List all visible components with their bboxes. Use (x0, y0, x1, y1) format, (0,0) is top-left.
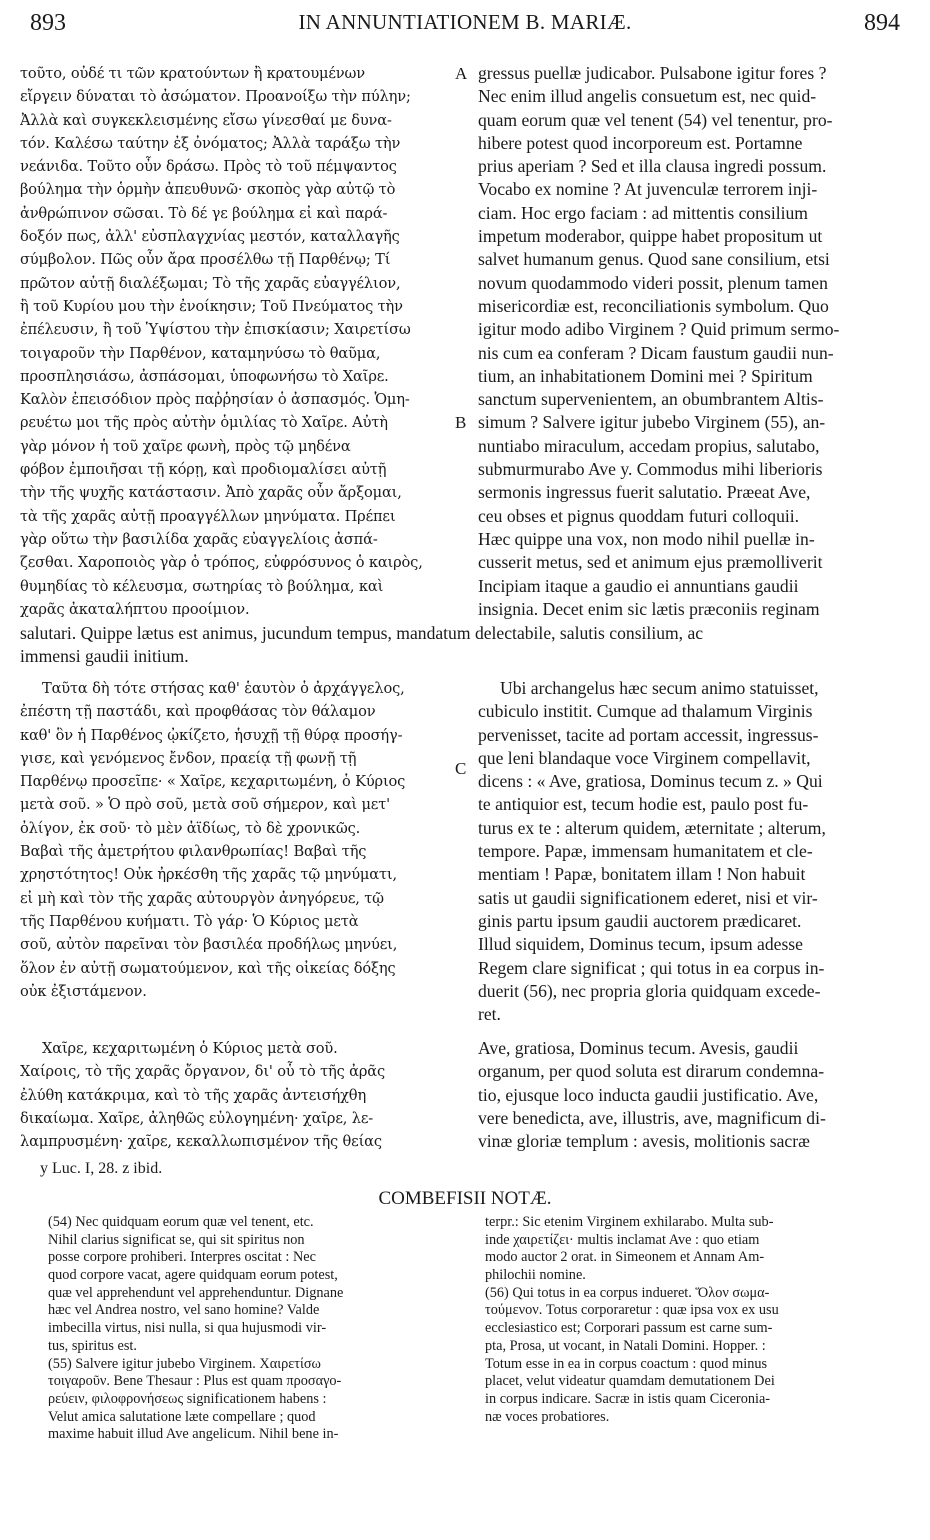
greek-text-line: εἴργειν δύναται τὸ ἀσώματον. Προανοίξω τὴν πύλην; (20, 88, 411, 106)
note-text-line: quod corpore vacat, agere quidquam eorum potest, (48, 1267, 338, 1284)
greek-text-line: Ταῦτα δὴ τότε στήσας καθ' ἑαυτὸν ὁ ἀρχάγγελος, (42, 680, 405, 697)
note-text-line: pta, Prosa, ut vocant, in Natali Domini. Hopper. : (485, 1337, 766, 1354)
latin-text-line: tempore. Papæ, immensam humanitatem et cle- (478, 841, 813, 862)
greek-text-line: τὰ τῆς χαρᾶς αὐτῇ προαγγέλλων μηνύματα. Πρέπει (20, 507, 396, 525)
note-text-line: imbecilla virtus, nisi nulla, si qua hujusmodi vir- (48, 1320, 327, 1337)
latin-text-line: Nec enim illud angelis consuetum est, nec quid- (478, 86, 817, 107)
latin-text-line: sermonis ingressus fuerit salutatio. Præeat Ave, (478, 482, 811, 503)
latin-text-line: gressus puellæ judicabor. Pulsabone igitur fores ? (478, 63, 827, 83)
greek-text-line: τῆς Παρθένου κυήματι. Τὸ γάρ· Ὁ Κύριος μετὰ (20, 912, 359, 930)
note-text-line: τούμενον. Totus corporaretur : quæ ipsa vox ex usu (485, 1302, 779, 1319)
latin-text-line: satis ut gaudii significationem ederet, nisi et vir- (478, 887, 818, 908)
greek-text-line: ἐλύθη κατάκριμα, καὶ τὸ τῆς χαρᾶς ἀντεισήχθη (20, 1086, 367, 1104)
greek-text-line: Χαῖρε, κεχαριτωμένη ὁ Κύριος μετὰ σοῦ. (42, 1040, 338, 1057)
latin-text-line: cusserit metus, sed et animum ejus præmolliverit (478, 552, 823, 573)
note-text-line: ecclesiastico est; Corporari passum est carne sum- (485, 1320, 773, 1337)
notes-title: COMBEFISII NOTÆ. (378, 1188, 552, 1209)
latin-text-line: nuntiabo miraculum, accedam propius, salutabo, (478, 435, 820, 456)
scripture-footnote: y Luc. I, 28. z ibid. (40, 1160, 163, 1177)
latin-text-line: Illud siquidem, Dominus tecum, ipsum adesse (478, 934, 803, 955)
greek-text-line: Καλὸν ἐπεισόδιον πρὸς παῤῥησίαν ὁ ἀσπασμός. Ὁμη- (20, 391, 410, 409)
note-text-line: (54) Nec quidquam eorum quæ vel tenent, etc. (48, 1214, 314, 1230)
greek-text-line: θυμηδίας τὸ κέλευσμα, σωτηρίας τὸ βούλημα, καὶ (20, 577, 384, 595)
page-number-left: 893 (30, 10, 66, 36)
column-marker-c: C (455, 759, 467, 778)
greek-text-line: μετὰ σοῦ. » Ὁ πρὸ σοῦ, μετὰ σοῦ σήμερον, καὶ μετ' (20, 796, 391, 814)
latin-text-line: Ubi archangelus hæc secum animo statuisset, (500, 678, 819, 698)
greek-text-line: σοῦ, αὐτὸν παρεῖναι τὸν βασιλέα προδήλως μηνύει, (20, 936, 398, 954)
latin-text-line: prius aperiam ? Sed et illa clausa ingredi possum. (478, 156, 827, 177)
greek-text-line: Παρθένῳ προσεῖπε· « Χαῖρε, κεχαριτωμένη, ὁ Κύριος (20, 773, 406, 791)
latin-text-line: impetum moderabor, quippe habet propositum ut (478, 226, 823, 247)
greek-text-line: ἐπέστη τῇ παστάδι, καὶ προφθάσας τὸν θάλαμον (20, 703, 376, 721)
greek-text-line: λαμπρυσμένη· χαῖρε, κεκαλλωπισμένον τῆς θείας (20, 1133, 382, 1151)
latin-text-line: duerit (56), nec propria gloria quidquam excede- (478, 980, 821, 1001)
greek-text-line: νεάνιδα. Τοῦτο οὖν δράσω. Πρὸς τὸ τοῦ πέμψαντος (20, 158, 397, 176)
note-text-line: Totum esse in ea in corpus coactum : quod minus (485, 1355, 768, 1372)
note-text-line: (56) Qui totus in ea corpus indueret. Ὅλον σωμα- (485, 1284, 770, 1301)
greek-text-line: χαρᾶς ἀκαταλήπτου προοίμιον. (20, 600, 250, 618)
latin-text-line: turus ex te : alterum quidem, æternitate ; alterum, (478, 817, 826, 838)
latin-text-line: salvet humanum genus. Quod sane consilium, etsi (478, 249, 830, 270)
latin-column-bottom (478, 1037, 892, 1153)
greek-text-line: δικαίωμα. Χαῖρε, ἀληθῶς εὐλογημένη· χαῖρε, λε- (20, 1109, 374, 1127)
latin-text-line: simum ? Salvere igitur jubebo Virginem (55), an- (478, 412, 826, 433)
latin-text-line: que leni blandaque voce Virginem compellavit, (478, 747, 811, 768)
latin-text-line: ceu obses et pignus quoddam futuri colloquii. (478, 505, 800, 526)
latin-text-line: Vocabo ex nomine ? At juvenculæ terrorem inji- (478, 179, 818, 200)
note-text-line: tus, spiritus est. (48, 1337, 137, 1354)
latin-text-line: mentiam ! Papæ, bonitatem illam ! Non habuit (478, 864, 806, 885)
note-text-line: næ voces probatiores. (485, 1408, 610, 1425)
running-title: IN ANNUNTIATIONEM B. MARIÆ. (298, 10, 632, 34)
greek-text-line: τοῦτο, οὐδέ τι τῶν κρατούντων ἢ κρατουμένων (20, 65, 365, 82)
note-text-line: ρεύειν, φιλοφρονήσεως significationem habens : (48, 1390, 327, 1407)
latin-text-line: vere benedicta, ave, illustris, ave, magnificum di- (478, 1107, 826, 1128)
greek-text-line: τοιγαροῦν τὴν Παρθένον, καταμηνύσω τὸ θαῦμα, (20, 344, 381, 362)
latin-text-line: quam eorum quæ vel tenent (54) vel tenentur, pro- (478, 109, 833, 130)
latin-text-line: cubiculo institit. Cumque ad thalamum Virginis (478, 701, 813, 722)
latin-text-line: immensi gaudii initium. (20, 646, 189, 667)
greek-text-line: πρῶτον αὐτῇ διαλέξωμαι; Τὸ τῆς χαρᾶς εὐαγγέλιον, (20, 274, 401, 292)
notes-column-left (48, 1214, 458, 1444)
notes-column-right (485, 1214, 895, 1426)
greek-text-line: γὰρ μόνον ἡ τοῦ χαῖρε φωνὴ, πρὸς τῷ μηδένα (20, 437, 351, 455)
greek-text-line: Ἀλλὰ καὶ συγκεκλεισμένης εἴσω γίνεσθαί με δυνα- (20, 111, 392, 129)
greek-text-line: ἢ τοῦ Κυρίου μου τὴν ἐνοίκησιν; Τοῦ Πνεύματος τὴν (20, 297, 403, 315)
greek-text-line: σύμβολον. Πῶς οὖν ἄρα προσέλθω τῇ Παρθένῳ; Τί (20, 251, 391, 269)
note-text-line: terpr.: Sic etenim Virginem exhilarabo. Multa sub- (485, 1214, 774, 1230)
note-text-line: inde χαιρετίζει· multis inclamat Ave : quo etiam (485, 1231, 760, 1248)
greek-text-line: χρηστότητος! Οὐκ ἠρκέσθη τῆς χαρᾶς τῷ μηνύματι, (20, 866, 397, 884)
note-text-line: maxime habuit illud Ave angelicum. Nihil bene in- (48, 1426, 339, 1443)
latin-text-line: insignia. Decet enim sic lætis præconiis reginam (478, 598, 820, 619)
greek-text-line: τὴν τῆς ψυχῆς κατάστασιν. Ἀπὸ χαρᾶς οὖν ἄρξομαι, (20, 484, 402, 502)
latin-text-line: Incipiam itaque a gaudio ei annuntians gaudii (478, 575, 799, 596)
latin-text-line: Ave, gratiosa, Dominus tecum. Avesis, gaudii (478, 1038, 799, 1058)
greek-text-line: Βαβαὶ τῆς ἀμετρήτου φιλανθρωπίας! Βαβαὶ τῆς (20, 843, 367, 861)
greek-text-line: ὅλον ἐν αὐτῇ σωματούμενον, καὶ τῆς οἰκείας δόξης (20, 959, 396, 977)
greek-text-line: ρευέτω μοι τῆς πρὸς αὐτὴν ὁμιλίας τὸ Χαῖρε. Αὐτὴ (20, 414, 388, 432)
column-marker-a: A (455, 64, 468, 83)
greek-text-line: γισε, καὶ γενόμενος ἔνδον, πραείᾳ τῇ φωνῇ τῇ (20, 749, 357, 767)
note-text-line: philochii nomine. (485, 1267, 586, 1284)
latin-text-line: salutari. Quippe lætus est animus, jucundum tempus, mandatum delectabile, salutis consilium, ac (20, 623, 704, 643)
greek-text-line: ἀνθρώπινον σῶσαι. Τὸ δέ γε βούλημα εἰ καὶ παρά- (20, 204, 388, 222)
greek-text-line: δοξόν πως, ἀλλ' εὐσπλαγχνίας μεστόν, καταλλαγῆς (20, 228, 400, 246)
latin-text-line: misericordiæ est, reconciliationis symbolum. Quo (478, 295, 829, 316)
latin-full-width-continuation (20, 622, 892, 669)
note-text-line: posse corpore prohiberi. Interpres oscitat : Nec (48, 1249, 316, 1266)
latin-text-line: igitur modo adibo Virginem ? Quid primum sermo- (478, 319, 840, 340)
latin-text-line: Regem clare significat ; qui totus in ea corpus in- (478, 957, 825, 978)
greek-text-line: Χαίροις, τὸ τῆς χαρᾶς ὄργανον, δι' οὗ τὸ τῆς ἀρᾶς (20, 1063, 386, 1081)
page-header (30, 10, 900, 46)
latin-text-line: ginis partu ipsum gaudii auctorem prædicaret. (478, 910, 802, 931)
latin-text-line: tium, an inhabitationem Domini mei ? Spiritum (478, 365, 813, 386)
latin-text-line: nis cum ea conferam ? Dicam faustum gaudii nun- (478, 342, 834, 363)
latin-text-line: Hæc quippe una vox, non modo nihil puellæ in- (478, 528, 815, 549)
greek-column-middle (20, 677, 460, 1003)
latin-text-line: submurmurabo Ave y. Commodus mihi liberioris (478, 459, 823, 480)
greek-text-line: βούλημα τὴν ὁρμὴν ἀπευθυνῶ· σκοπὸς γὰρ αὐτῷ τὸ (20, 181, 396, 199)
latin-text-line: vinæ gloriæ templum : avesis, molitionis sacræ (478, 1131, 810, 1152)
page-number-right: 894 (864, 10, 900, 36)
greek-text-line: καθ' ὃν ἡ Παρθένος ᾠκίζετο, ἡσυχῇ τῇ θύρᾳ προσήγ- (20, 726, 403, 744)
latin-text-line: dicens : « Ave, gratiosa, Dominus tecum z. » Qui (478, 771, 823, 792)
note-text-line: quæ vel apprehendunt vel apprehenduntur. Dignane (48, 1284, 344, 1301)
greek-text-line: φόβον ἐμποιῆσαι τῇ κόρῃ, καὶ προδιομαλίσει αὐτῇ (20, 461, 387, 479)
note-text-line: placet, velut videatur quamdam demutationem Dei (485, 1373, 775, 1390)
latin-text-line: te antiquior est, tecum hodie est, paulo post fu- (478, 794, 809, 815)
latin-text-line: ret. (478, 1004, 501, 1025)
latin-text-line: pervenisset, tacite ad portam accessit, ingressus- (478, 724, 819, 745)
latin-text-line: novum quodammodo videri possit, plenum tamen (478, 272, 828, 293)
latin-text-line: organum, per quod soluta est dirarum condemna- (478, 1061, 825, 1082)
note-text-line: hæc vel Andrea nostro, vel sano homine? Valde (48, 1302, 320, 1319)
greek-column-bottom (20, 1037, 460, 1153)
greek-text-line: γὰρ οὕτω τὴν βασιλίδα χαρᾶς εὐαγγελίοις ἀσπά- (20, 530, 378, 548)
latin-text-line: sanctum supervenientem, an obumbrantem Altis- (478, 389, 824, 410)
note-text-line: (55) Salvere igitur jubebo Virginem. Χαιρετίσω (48, 1355, 321, 1372)
greek-text-line: προσπλησιάσω, ἀσπάσομαι, ὑποφωνήσω τὸ Χαῖρε. (20, 367, 389, 385)
note-text-line: τοιγαροῦν. Bene Thesaur : Plus est quam προσαγο- (48, 1373, 342, 1390)
column-marker-b: B (455, 413, 467, 432)
greek-text-line: οὐκ ἐξιστάμενον. (20, 982, 147, 1000)
note-text-line: modo auctor 2 orat. in Simeonem et Annam Am- (485, 1249, 765, 1266)
greek-text-line: ἐπέλευσιν, ἢ τοῦ Ὑψίστου τὴν ἐπισκίασιν; Χαιρετίσω (20, 321, 411, 339)
note-text-line: in corpus indicare. Sacræ in istis quam Ciceronia- (485, 1390, 771, 1407)
greek-text-line: τόν. Καλέσω ταύτην ἐξ ὀνόματος; Ἀλλὰ ταράξω τὴν (20, 134, 401, 152)
latin-text-line: tio, ejusque loco inducta gaudii justificatio. Ave, (478, 1084, 819, 1105)
note-text-line: Nihil clarius significat se, qui sit spiritus non (48, 1231, 305, 1248)
greek-text-line: ζεσθαι. Χαροποιὸς γὰρ ὁ τρόπος, εὐφρόσυνος ὁ καιρὸς, (20, 554, 423, 572)
greek-column-top (20, 62, 460, 621)
latin-column-middle (478, 677, 892, 1026)
greek-text-line: ὀλίγον, ἐκ σοῦ· τὸ μὲν ἀϊδίως, τὸ δὲ χρονικῶς. (20, 819, 361, 837)
greek-text-line: εἰ μὴ καὶ τὸν τῆς χαρᾶς αὐτουργὸν ἀνηγόρευε, τῷ (20, 889, 384, 907)
note-text-line: Velut amica salutatione læte compellare ; quod (48, 1408, 316, 1425)
latin-text-line: ciam. Hoc ergo faciam : ad mittentis consilium (478, 202, 808, 223)
latin-text-line: hibere potest quod incorporeum est. Portamne (478, 132, 803, 153)
latin-column-top (478, 62, 892, 621)
